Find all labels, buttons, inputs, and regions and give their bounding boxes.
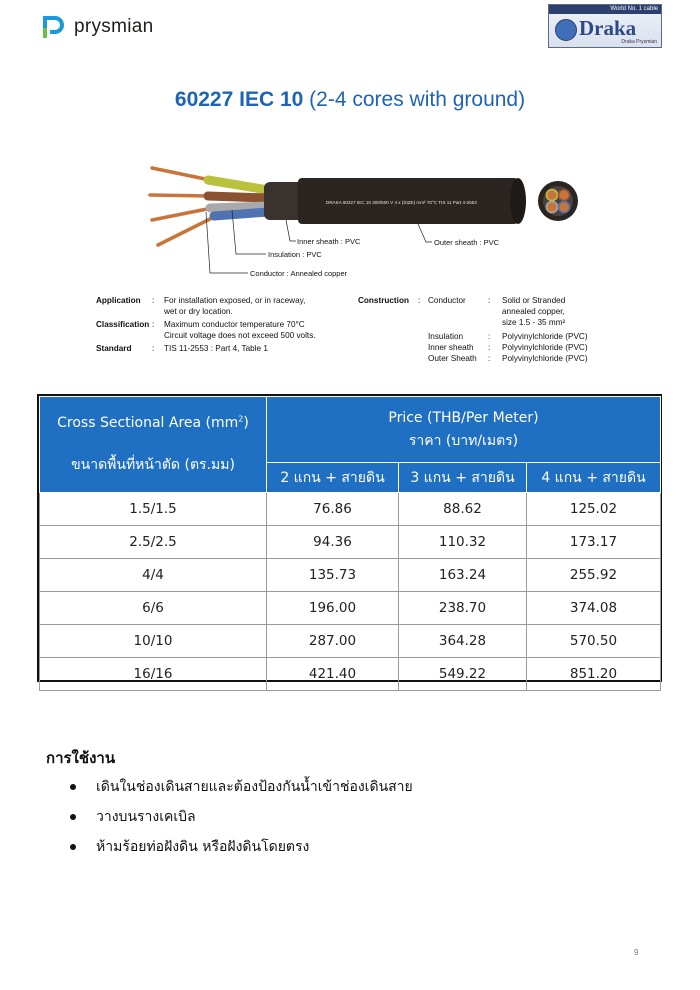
- usage-item: วางบนรางเคเบิล: [70, 802, 413, 832]
- spec-block: [96, 296, 616, 366]
- callout-insulation: Insulation : PVC: [268, 250, 322, 259]
- cell-price-3: 110.32: [399, 526, 527, 559]
- outer-sheath-value: Polyvinylchloride (PVC): [502, 354, 588, 363]
- insulation-value: Polyvinylchloride (PVC): [502, 332, 588, 341]
- header-col-2-cores: 2 แกน + สายดิน: [267, 463, 399, 493]
- page-number: 9: [634, 948, 639, 957]
- cell-size: 6/6: [40, 592, 267, 625]
- cell-price-4: 570.50: [527, 625, 661, 658]
- price-header-en: Price (THB/Per Meter): [388, 410, 539, 427]
- cell-price-2: 76.86: [267, 493, 399, 526]
- cell-price-2: 94.36: [267, 526, 399, 559]
- draka-logo-bar: [549, 5, 661, 14]
- usage-item: เดินในช่องเดินสายและต้องป้องกันน้ำเข้าช่องเดินสาย: [70, 772, 413, 802]
- cell-price-2: 287.00: [267, 625, 399, 658]
- cell-price-3: 238.70: [399, 592, 527, 625]
- cable-print-text: DRAKA 60227 IEC 10 300/500 V 4 x (SIZE) mm² 70°C TIS 11 Part 4-2553: [326, 200, 477, 205]
- application-label: Application: [96, 296, 141, 305]
- insulation-label: Insulation: [428, 332, 464, 341]
- standard-colon: :: [152, 344, 155, 353]
- construction-label: Construction: [358, 296, 409, 305]
- insulated-cores: [208, 180, 268, 216]
- cell-size: 10/10: [40, 625, 267, 658]
- cell-price-3: 163.24: [399, 559, 527, 592]
- header-col-4-cores: 4 แกน + สายดิน: [527, 463, 661, 493]
- price-header-th: ราคา (บาท/เมตร): [408, 432, 519, 449]
- classification-line-1: Maximum conductor temperature 70°C: [164, 320, 305, 329]
- conductor-label: Conductor: [428, 296, 466, 305]
- jacket-end: [510, 178, 526, 224]
- cell-price-3: 549.22: [399, 658, 527, 691]
- usage-item: ห้ามร้อยท่อฝังดิน หรือฝังดินโดยตรง: [70, 832, 413, 862]
- inner-sheath-value: Polyvinylchloride (PVC): [502, 343, 588, 352]
- insulation-colon: :: [488, 332, 491, 341]
- price-table: [37, 394, 662, 682]
- cell-price-4: 173.17: [527, 526, 661, 559]
- inner-sheath-label: Inner sheath: [428, 343, 474, 352]
- table-row: [40, 592, 661, 625]
- area-header-sup: 2: [238, 414, 244, 424]
- area-header-th: ขนาดพื้นที่หน้าตัด (ตร.มม): [71, 457, 235, 473]
- area-header-close: ): [243, 415, 249, 431]
- cable-cross-section: [538, 181, 578, 221]
- title-main: 60227 IEC 10: [174, 88, 304, 111]
- outer-sheath-colon: :: [488, 354, 491, 363]
- cell-price-2: 135.73: [267, 559, 399, 592]
- cell-price-4: 125.02: [527, 493, 661, 526]
- table-row: [40, 559, 661, 592]
- page-title: [0, 88, 700, 112]
- cell-size: 4/4: [40, 559, 267, 592]
- draka-logo: [548, 4, 662, 48]
- cell-price-2: 421.40: [267, 658, 399, 691]
- draka-logo-tag: World No. 1 cable: [610, 6, 658, 12]
- callout-conductor: Conductor : Annealed copper: [250, 269, 348, 278]
- standard-label: Standard: [96, 344, 132, 353]
- cell-price-4: 255.92: [527, 559, 661, 592]
- prysmian-logo-text: prysmian: [74, 16, 154, 37]
- header-col-3-cores: 3 แกน + สายดิน: [399, 463, 527, 493]
- price-table-grid: [39, 396, 661, 691]
- header-price: [267, 397, 661, 463]
- cell-size: 16/16: [40, 658, 267, 691]
- construction-colon: :: [418, 296, 421, 305]
- table-row: [40, 526, 661, 559]
- classification-label: Classification: [96, 320, 150, 329]
- classification-line-2: Circuit voltage does not exceed 500 volts.: [164, 331, 316, 340]
- standard-value: TIS 11-2553 : Part 4, Table 1: [164, 344, 268, 353]
- inner-sheath-colon: :: [488, 343, 491, 352]
- globe-icon: [555, 19, 577, 41]
- conductor-line-1: Solid or Stranded: [502, 296, 566, 305]
- callout-inner-sheath: Inner sheath : PVC: [297, 237, 361, 246]
- prysmian-logo: [40, 10, 180, 44]
- cell-price-2: 196.00: [267, 592, 399, 625]
- draka-logo-word: Draka: [579, 16, 637, 40]
- table-row: [40, 625, 661, 658]
- application-line-2: wet or dry location.: [164, 307, 233, 316]
- header-cross-sectional-area: [40, 397, 267, 493]
- application-line-1: For installation exposed, or in raceway,: [164, 296, 306, 305]
- cell-price-3: 88.62: [399, 493, 527, 526]
- conductor-line-2: annealed copper,: [502, 307, 565, 316]
- title-sub: (2-4 cores with ground): [309, 88, 526, 111]
- area-header-en: Cross Sectional Area (mm: [57, 415, 239, 431]
- usage-list: [70, 772, 413, 862]
- cable-illustration: [140, 150, 580, 290]
- application-colon: :: [152, 296, 155, 305]
- callout-outer-sheath: Outer sheath : PVC: [434, 238, 500, 247]
- cell-size: 1.5/1.5: [40, 493, 267, 526]
- table-row: [40, 493, 661, 526]
- cell-price-4: 374.08: [527, 592, 661, 625]
- cell-price-4: 851.20: [527, 658, 661, 691]
- outer-sheath-label: Outer Sheath: [428, 354, 477, 363]
- classification-colon: :: [152, 320, 155, 329]
- cell-size: 2.5/2.5: [40, 526, 267, 559]
- draka-logo-sub: Draka Prysmian: [621, 39, 657, 45]
- table-row: [40, 658, 661, 691]
- conductor-line-3: size 1.5 - 35 mm²: [502, 318, 566, 327]
- conductor-colon: :: [488, 296, 491, 305]
- prysmian-p-mark-icon: [40, 14, 66, 40]
- cell-price-3: 364.28: [399, 625, 527, 658]
- usage-heading: การใช้งาน: [46, 749, 116, 767]
